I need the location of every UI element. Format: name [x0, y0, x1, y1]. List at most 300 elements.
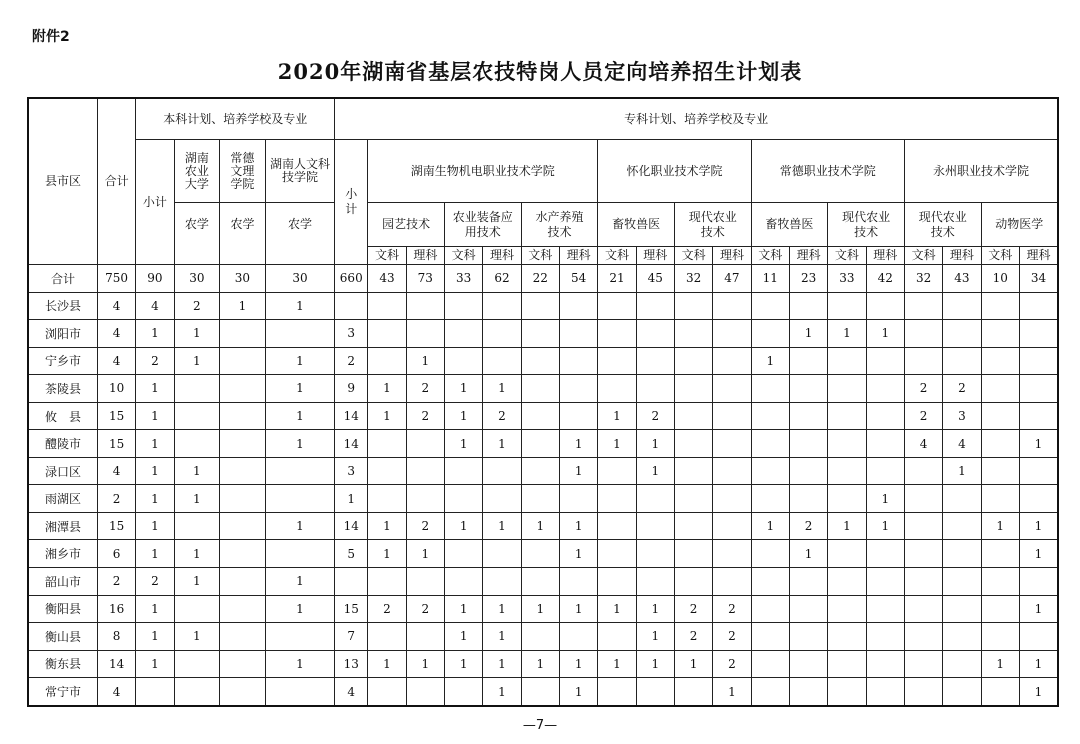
table-row: [28, 320, 1058, 348]
table-cell: [751, 292, 789, 320]
table-cell: 1: [598, 430, 636, 458]
header-animal-husbandry-1: 畜牧兽医: [598, 203, 675, 247]
table-cell: [559, 568, 597, 596]
header-science: 理科: [636, 247, 674, 265]
table-cell: 9: [335, 375, 368, 403]
table-cell: [265, 678, 334, 706]
hunan-agri-univ-label: 湖南农业大学: [184, 150, 209, 191]
table-cell: [174, 430, 220, 458]
table-cell: [713, 485, 751, 513]
table-cell: 1: [1019, 650, 1058, 678]
header-aquaculture: [521, 203, 598, 247]
table-cell: 1: [444, 430, 482, 458]
table-cell: [751, 485, 789, 513]
table-cell: [406, 430, 444, 458]
changde-college-label: 常德文理学院: [230, 150, 255, 191]
table-cell: [713, 375, 751, 403]
table-cell: 1: [598, 595, 636, 623]
table-cell: [521, 375, 559, 403]
table-cell: [368, 568, 406, 596]
table-cell: [1019, 485, 1058, 513]
table-cell: 3: [335, 320, 368, 348]
table-cell: [751, 623, 789, 651]
table-cell: 1: [866, 485, 904, 513]
table-cell: [636, 292, 674, 320]
table-cell: [136, 678, 174, 706]
table-cell: [674, 568, 712, 596]
header-arts: 文科: [981, 247, 1019, 265]
table-row: [28, 347, 1058, 375]
table-cell: 1: [265, 595, 334, 623]
table-cell: [521, 292, 559, 320]
table-row: [28, 595, 1058, 623]
table-cell: 4: [97, 347, 135, 375]
header-science: 理科: [559, 247, 597, 265]
table-cell: 1: [136, 402, 174, 430]
header-modern-agri-3: [904, 203, 981, 247]
table-cell: [220, 430, 266, 458]
table-cell: [406, 485, 444, 513]
table-cell: 1: [866, 512, 904, 540]
table-row: [28, 430, 1058, 458]
table-cell: [713, 320, 751, 348]
table-cell: [866, 540, 904, 568]
table-cell: [674, 320, 712, 348]
table-cell: 90: [136, 265, 174, 293]
table-cell: [943, 650, 981, 678]
table-cell: 4: [335, 678, 368, 706]
table-cell: [444, 678, 482, 706]
header-undergrad-group: 本科计划、培养学校及专业: [136, 98, 335, 140]
table-cell: [220, 595, 266, 623]
table-cell: 1: [981, 650, 1019, 678]
table-cell: 43: [368, 265, 406, 293]
table-cell: [521, 457, 559, 485]
table-cell: [220, 457, 266, 485]
county-name: 合计: [28, 265, 97, 293]
table-cell: [751, 568, 789, 596]
table-cell: 2: [713, 623, 751, 651]
table-cell: [943, 623, 981, 651]
table-cell: [559, 402, 597, 430]
table-cell: 750: [97, 265, 135, 293]
table-cell: [174, 512, 220, 540]
table-cell: 1: [483, 430, 521, 458]
table-cell: 1: [265, 430, 334, 458]
table-cell: [981, 457, 1019, 485]
county-name: 攸 县: [28, 402, 97, 430]
table-cell: [713, 568, 751, 596]
table-cell: [943, 347, 981, 375]
table-cell: [713, 292, 751, 320]
table-cell: [751, 430, 789, 458]
table-cell: 1: [368, 512, 406, 540]
table-cell: [598, 347, 636, 375]
table-cell: [368, 292, 406, 320]
table-cell: [828, 485, 866, 513]
table-cell: 1: [265, 512, 334, 540]
header-modern-agri-2: [828, 203, 905, 247]
table-row: [28, 485, 1058, 513]
county-name: 雨湖区: [28, 485, 97, 513]
table-cell: [904, 485, 942, 513]
table-cell: 42: [866, 265, 904, 293]
modern-agri-label-3: 现代农业技术: [918, 209, 967, 239]
table-cell: 1: [559, 430, 597, 458]
table-cell: [220, 623, 266, 651]
header-agronomy-1: 农学: [174, 203, 220, 247]
table-cell: [828, 292, 866, 320]
table-cell: [265, 540, 334, 568]
header-hunan-humanities: [265, 140, 334, 203]
table-cell: [866, 623, 904, 651]
header-modern-agri-1: [674, 203, 751, 247]
table-cell: 4: [136, 292, 174, 320]
table-cell: [598, 485, 636, 513]
table-cell: [521, 678, 559, 706]
table-cell: [406, 457, 444, 485]
header-science: 理科: [713, 247, 751, 265]
table-cell: [368, 485, 406, 513]
header-county: 县市区: [28, 98, 97, 265]
table-cell: 2: [674, 595, 712, 623]
header-college-subtotal: [335, 140, 368, 265]
table-cell: [1019, 568, 1058, 596]
table-cell: 2: [943, 375, 981, 403]
table-cell: 2: [904, 375, 942, 403]
table-cell: 2: [335, 347, 368, 375]
table-cell: [789, 292, 827, 320]
table-cell: [674, 678, 712, 706]
table-cell: 2: [368, 595, 406, 623]
table-cell: [751, 540, 789, 568]
table-cell: [559, 623, 597, 651]
table-cell: 1: [751, 347, 789, 375]
table-cell: [521, 402, 559, 430]
table-row: [28, 678, 1058, 706]
table-cell: [674, 540, 712, 568]
table-cell: [789, 457, 827, 485]
table-cell: [904, 568, 942, 596]
header-science: 理科: [483, 247, 521, 265]
table-cell: [981, 678, 1019, 706]
table-cell: 1: [521, 595, 559, 623]
table-cell: [674, 292, 712, 320]
table-cell: [636, 540, 674, 568]
table-cell: 1: [981, 512, 1019, 540]
table-cell: [521, 623, 559, 651]
table-cell: [904, 320, 942, 348]
table-cell: [521, 540, 559, 568]
table-cell: [943, 292, 981, 320]
table-cell: 2: [174, 292, 220, 320]
table-cell: [674, 430, 712, 458]
table-cell: [751, 457, 789, 485]
table-cell: [1019, 347, 1058, 375]
table-cell: [828, 650, 866, 678]
table-cell: 1: [136, 485, 174, 513]
table-cell: [559, 347, 597, 375]
table-row: [28, 512, 1058, 540]
table-cell: [866, 402, 904, 430]
table-cell: 1: [483, 595, 521, 623]
table-cell: 14: [97, 650, 135, 678]
table-cell: 1: [265, 568, 334, 596]
table-cell: [943, 540, 981, 568]
header-huaihua: 怀化职业技术学院: [598, 140, 751, 203]
table-cell: [598, 292, 636, 320]
table-cell: 1: [406, 540, 444, 568]
table-cell: [981, 402, 1019, 430]
table-cell: 1: [444, 623, 482, 651]
table-cell: [406, 678, 444, 706]
table-cell: [220, 347, 266, 375]
table-cell: [674, 347, 712, 375]
table-cell: 33: [444, 265, 482, 293]
table-cell: [220, 650, 266, 678]
table-cell: [713, 457, 751, 485]
table-cell: 2: [636, 402, 674, 430]
table-cell: [521, 320, 559, 348]
table-cell: 1: [368, 540, 406, 568]
table-cell: [598, 457, 636, 485]
table-cell: 23: [789, 265, 827, 293]
table-cell: [789, 678, 827, 706]
table-cell: [828, 540, 866, 568]
table-cell: [866, 457, 904, 485]
undergrad-subheader-blank: [220, 247, 266, 265]
table-row: [28, 540, 1058, 568]
table-cell: 1: [368, 375, 406, 403]
table-cell: [981, 375, 1019, 403]
header-hunan-agri-univ: [174, 140, 220, 203]
table-cell: [866, 595, 904, 623]
header-arts: 文科: [368, 247, 406, 265]
table-cell: [904, 650, 942, 678]
header-hunan-biomech: 湖南生物机电职业技术学院: [368, 140, 598, 203]
table-cell: [828, 347, 866, 375]
table-cell: 2: [136, 568, 174, 596]
table-cell: [368, 623, 406, 651]
table-cell: 54: [559, 265, 597, 293]
table-cell: [335, 568, 368, 596]
table-cell: 14: [335, 512, 368, 540]
table-cell: 1: [483, 650, 521, 678]
table-cell: 1: [598, 402, 636, 430]
table-cell: [789, 568, 827, 596]
aquaculture-label: 水产养殖技术: [535, 209, 584, 239]
county-name: 韶山市: [28, 568, 97, 596]
table-cell: 30: [174, 265, 220, 293]
table-cell: [789, 375, 827, 403]
table-body: [28, 265, 1058, 707]
table-cell: [943, 485, 981, 513]
table-cell: [943, 678, 981, 706]
table-cell: [483, 347, 521, 375]
modern-agri-label-2: 现代农业技术: [842, 209, 891, 239]
header-science: 理科: [789, 247, 827, 265]
header-arts: 文科: [828, 247, 866, 265]
table-cell: 2: [97, 568, 135, 596]
table-cell: [598, 320, 636, 348]
table-cell: [1019, 623, 1058, 651]
table-cell: [866, 568, 904, 596]
table-cell: [981, 430, 1019, 458]
table-cell: 1: [174, 485, 220, 513]
table-cell: 33: [828, 265, 866, 293]
table-cell: [713, 540, 751, 568]
table-cell: [674, 485, 712, 513]
table-cell: [981, 292, 1019, 320]
table-cell: 1: [1019, 595, 1058, 623]
table-cell: [265, 457, 334, 485]
table-cell: 660: [335, 265, 368, 293]
table-cell: 1: [713, 678, 751, 706]
table-cell: 21: [598, 265, 636, 293]
header-arts: 文科: [598, 247, 636, 265]
table-cell: [368, 678, 406, 706]
table-cell: 1: [136, 320, 174, 348]
table-cell: [789, 430, 827, 458]
table-cell: [174, 375, 220, 403]
table-cell: 2: [406, 402, 444, 430]
table-cell: 1: [559, 540, 597, 568]
table-cell: [636, 375, 674, 403]
table-cell: 2: [136, 347, 174, 375]
table-cell: [713, 512, 751, 540]
table-cell: [220, 402, 266, 430]
header-arts: 文科: [674, 247, 712, 265]
table-cell: [483, 540, 521, 568]
table-cell: 1: [789, 540, 827, 568]
table-cell: 1: [265, 402, 334, 430]
table-cell: 1: [521, 512, 559, 540]
table-cell: [444, 568, 482, 596]
county-name: 长沙县: [28, 292, 97, 320]
header-animal-husbandry-2: 畜牧兽医: [751, 203, 828, 247]
table-cell: 1: [636, 457, 674, 485]
table-cell: 1: [136, 430, 174, 458]
table-cell: [943, 595, 981, 623]
table-cell: 4: [97, 320, 135, 348]
table-cell: 1: [559, 512, 597, 540]
table-cell: [828, 402, 866, 430]
table-cell: 1: [598, 650, 636, 678]
header-changde-voc: 常德职业技术学院: [751, 140, 904, 203]
table-cell: 4: [97, 292, 135, 320]
table-cell: [174, 402, 220, 430]
table-cell: [981, 568, 1019, 596]
table-cell: 32: [904, 265, 942, 293]
table-cell: 2: [483, 402, 521, 430]
table-cell: 1: [136, 650, 174, 678]
undergrad-subheader-blank: [174, 247, 220, 265]
table-cell: 3: [335, 457, 368, 485]
table-cell: [265, 485, 334, 513]
header-science: 理科: [866, 247, 904, 265]
table-cell: 1: [136, 623, 174, 651]
table-cell: 1: [136, 457, 174, 485]
table-cell: 1: [265, 292, 334, 320]
table-cell: 1: [559, 457, 597, 485]
attachment-label: 附件2: [32, 29, 70, 45]
table-row: [28, 568, 1058, 596]
county-name: 衡东县: [28, 650, 97, 678]
header-arts: 文科: [904, 247, 942, 265]
table-cell: [444, 485, 482, 513]
county-name: 宁乡市: [28, 347, 97, 375]
table-cell: [483, 568, 521, 596]
table-cell: 1: [1019, 678, 1058, 706]
table-cell: [559, 485, 597, 513]
table-cell: [1019, 457, 1058, 485]
table-cell: 1: [636, 595, 674, 623]
table-cell: [636, 320, 674, 348]
table-cell: [713, 402, 751, 430]
table-cell: [220, 678, 266, 706]
table-cell: [444, 540, 482, 568]
table-cell: 15: [97, 402, 135, 430]
table-cell: [220, 540, 266, 568]
table-cell: [174, 595, 220, 623]
table-cell: [828, 430, 866, 458]
table-cell: [220, 512, 266, 540]
table-cell: [220, 320, 266, 348]
table-cell: 14: [335, 402, 368, 430]
table-cell: 1: [636, 623, 674, 651]
table-cell: [943, 568, 981, 596]
header-agri-equipment: [444, 203, 521, 247]
table-cell: 3: [943, 402, 981, 430]
table-cell: 1: [136, 595, 174, 623]
table-cell: [981, 320, 1019, 348]
table-cell: [559, 292, 597, 320]
table-cell: [220, 568, 266, 596]
table-cell: [598, 512, 636, 540]
header-animal-medicine: 动物医学: [981, 203, 1058, 247]
table-cell: [406, 568, 444, 596]
county-name: 衡阳县: [28, 595, 97, 623]
county-name: 浏阳市: [28, 320, 97, 348]
header-yongzhou: 永州职业技术学院: [904, 140, 1058, 203]
table-cell: [559, 320, 597, 348]
table-cell: 16: [97, 595, 135, 623]
table-cell: [1019, 402, 1058, 430]
table-cell: [981, 347, 1019, 375]
table-cell: 1: [559, 650, 597, 678]
table-cell: [444, 320, 482, 348]
table-cell: 1: [220, 292, 266, 320]
table-cell: 4: [97, 457, 135, 485]
table-cell: [1019, 292, 1058, 320]
table-cell: [866, 650, 904, 678]
table-cell: 1: [368, 402, 406, 430]
table-cell: 1: [444, 595, 482, 623]
table-cell: [174, 678, 220, 706]
county-name: 常宁市: [28, 678, 97, 706]
table-cell: 4: [904, 430, 942, 458]
table-cell: [789, 485, 827, 513]
table-cell: [636, 347, 674, 375]
table-cell: 1: [636, 430, 674, 458]
table-cell: 1: [174, 320, 220, 348]
table-cell: 1: [559, 678, 597, 706]
table-cell: 2: [904, 402, 942, 430]
header-college-group: 专科计划、培养学校及专业: [335, 98, 1058, 140]
county-name: 醴陵市: [28, 430, 97, 458]
table-cell: [828, 375, 866, 403]
table-cell: [751, 320, 789, 348]
